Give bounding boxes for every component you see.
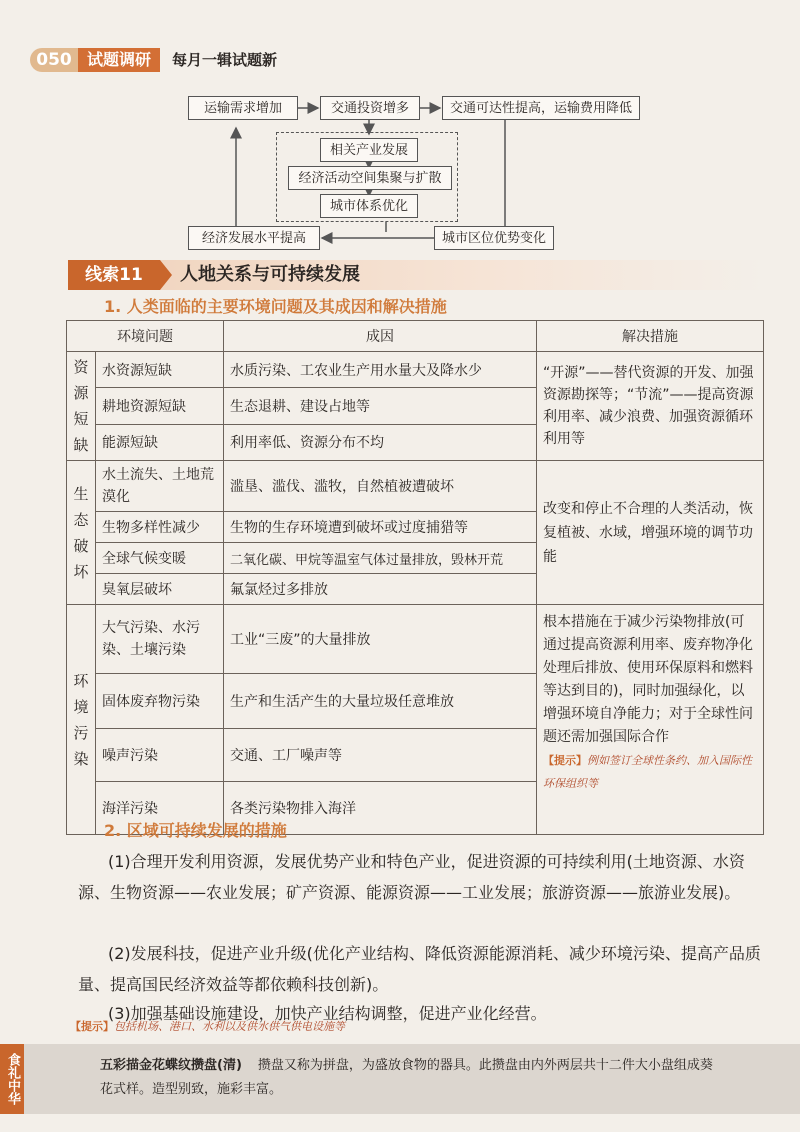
category-pollution: 环 境 污 染 xyxy=(67,605,96,835)
table-row xyxy=(67,461,764,512)
cause-cell: 生物的生存环境遭到破坏或过度捕猎等 xyxy=(224,512,537,543)
flow-box-transport-investment: 交通投资增多 xyxy=(320,96,420,120)
environment-problems-table xyxy=(66,320,764,835)
problem-cell: 海洋污染 xyxy=(96,782,224,835)
section-2-hint xyxy=(70,1018,345,1034)
paragraph-1: (1)合理开发利用资源，发展优势产业和特色产业，促进资源的可持续利用(土地资源、水资源、生物资源——农业发展；矿产资源、能源资源——工业发展；旅游资源——旅游业发展)。 xyxy=(78,852,745,902)
measure-cell: “开源”——替代资源的开发、加强资源勘探等；“节流”——提高资源利用率、减少浪费、加强资源循环利用等 xyxy=(537,352,764,461)
flow-box-accessibility: 交通可达性提高，运输费用降低 xyxy=(442,96,640,120)
cause-cell: 各类污染物排入海洋 xyxy=(224,782,537,835)
paragraph-2: (2)发展科技，促进产业升级(优化产业结构、降低资源能源消耗、减少环境污染、提高产品质量、提高国民经济效益等都依赖科技创新)。 xyxy=(78,944,761,994)
measure-cell: 改变和停止不合理的人类活动，恢复植被、水域，增强环境的调节功能 xyxy=(537,461,764,605)
thread-title: 人地关系与可持续发展 xyxy=(180,264,360,285)
cause-cell: 利用率低、资源分布不均 xyxy=(224,424,537,460)
cause-cell: 滥垦、滥伐、滥牧，自然植被遭破坏 xyxy=(224,461,537,512)
cause-cell: 交通、工厂噪声等 xyxy=(224,729,537,782)
measure-hint xyxy=(543,749,757,795)
paragraph-3: (3)加强基础设施建设，加快产业结构调整，促进产业化经营。 xyxy=(108,1004,547,1023)
footer-side-label: 食礼中华 xyxy=(0,1044,24,1114)
footer-caption xyxy=(100,1054,720,1102)
chevron-right-icon xyxy=(160,260,172,290)
header-measure: 解决措施 xyxy=(537,321,764,352)
cause-cell: 生产和生活产生的大量垃圾任意堆放 xyxy=(224,674,537,729)
hint-text: 例如签订全球性条约、加入国际性环保组织等 xyxy=(543,754,752,790)
category-ecological-damage: 生 态 破 坏 xyxy=(67,461,96,605)
category-resource-shortage: 资 源 短 缺 xyxy=(67,352,96,461)
cause-cell: 工业“三废”的大量排放 xyxy=(224,605,537,674)
section-label: 试题调研 xyxy=(78,48,160,72)
section-1-title: 1. 人类面临的主要环境问题及其成因和解决措施 xyxy=(104,297,447,316)
table-row xyxy=(67,605,764,674)
section-2-title: 2. 区域可持续发展的措施 xyxy=(104,821,287,840)
flow-box-industry: 相关产业发展 xyxy=(320,138,418,162)
hint-tag: 【提示】 xyxy=(70,1020,114,1033)
header-problem: 环境问题 xyxy=(67,321,224,352)
table-header-row xyxy=(67,321,764,352)
flow-box-urban-location: 城市区位优势变化 xyxy=(434,226,554,250)
cause-cell: 氟氯烃过多排放 xyxy=(224,574,537,605)
problem-cell: 固体废弃物污染 xyxy=(96,674,224,729)
problem-cell: 全球气候变暖 xyxy=(96,543,224,574)
measure-text: 根本措施在于减少污染物排放(可通过提高资源利用率、废弃物净化处理后排放、使用环保原料和燃料等达到目的)，同时加强绿化，以增强环境自净能力；对于全球性问题还需加强国际合作 xyxy=(543,614,753,745)
problem-cell: 噪声污染 xyxy=(96,729,224,782)
problem-cell: 水资源短缺 xyxy=(96,352,224,388)
problem-cell: 能源短缺 xyxy=(96,424,224,460)
flow-box-agglomeration: 经济活动空间集聚与扩散 xyxy=(288,166,452,190)
problem-cell: 大气污染、水污染、土壤污染 xyxy=(96,605,224,674)
footer-caption-title: 五彩描金花蝶纹攒盘(清) xyxy=(100,1058,242,1073)
flow-box-transport-demand: 运输需求增加 xyxy=(188,96,298,120)
header-cause: 成因 xyxy=(224,321,537,352)
page-number: 050 xyxy=(30,48,78,72)
thread-tag: 线索11 xyxy=(68,260,160,290)
thread-heading-bar xyxy=(68,260,764,290)
header-subtitle: 每月一辑试题新 xyxy=(172,51,278,69)
cause-cell: 水质污染、工农业生产用水量大及降水少 xyxy=(224,352,537,388)
cause-cell: 生态退耕、建设占地等 xyxy=(224,388,537,424)
hint-tag: 【提示】 xyxy=(543,754,587,767)
problem-cell: 耕地资源短缺 xyxy=(96,388,224,424)
footer-caption-body: 攒盘又称为拼盘，为盛放食物的器具。此攒盘由内外两层共十二件大小盘组成葵花式样。造型别致，施彩丰富。 xyxy=(100,1058,713,1097)
problem-cell: 臭氧层破坏 xyxy=(96,574,224,605)
problem-cell: 水土流失、土地荒漠化 xyxy=(96,461,224,512)
flow-box-economic-level: 经济发展水平提高 xyxy=(188,226,320,250)
flow-box-urban-system: 城市体系优化 xyxy=(320,194,418,218)
cause-cell: 二氧化碳、甲烷等温室气体过量排放，毁林开荒 xyxy=(224,543,537,574)
table-row xyxy=(67,352,764,388)
measure-cell xyxy=(537,605,764,835)
hint-text: 包括机场、港口、水利以及供水供气供电设施等 xyxy=(114,1020,345,1033)
problem-cell: 生物多样性减少 xyxy=(96,512,224,543)
